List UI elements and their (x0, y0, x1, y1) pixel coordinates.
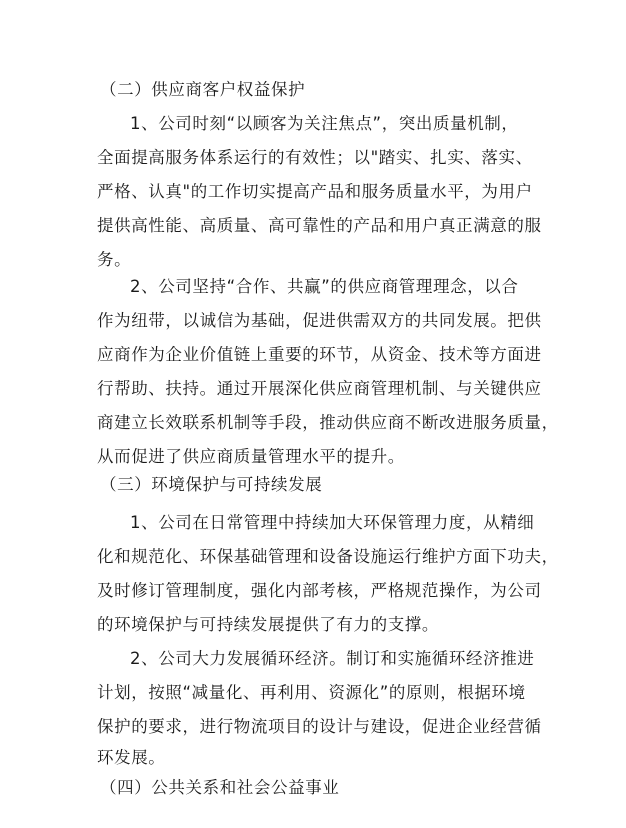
section-heading-supplier-rights: （二）供应商客户权益保护 (100, 80, 306, 99)
paragraph-line: 2、公司坚持“合作、共赢”的供应商管理理念，以合 (130, 277, 519, 296)
paragraph-line: 2、公司大力发展循环经济。制订和实施循环经济推进 (130, 649, 535, 668)
paragraph-line: 作为纽带，以诚信为基础，促进供需双方的共同发展。把供 (97, 311, 542, 330)
paragraph-line: 商建立长效联系机制等手段，推动供应商不断改进服务质量， (97, 413, 559, 432)
paragraph-line: 严格、认真"的工作切实提高产品和服务质量水平，为用户 (97, 182, 533, 201)
paragraph-line: 化和规范化、环保基础管理和设备设施运行维护方面下功夫， (97, 547, 559, 566)
section-heading-public-relations: （四）公共关系和社会公益事业 (100, 778, 340, 797)
paragraph-line: 行帮助、扶持。通过开展深化供应商管理机制、与关键供应 (97, 379, 542, 398)
paragraph-line: 环发展。 (97, 748, 166, 767)
paragraph-line: 保护的要求，进行物流项目的设计与建设，促进企业经营循 (97, 717, 542, 736)
section-heading-environment: （三）环境保护与可持续发展 (100, 475, 323, 494)
paragraph-line: 的环境保护与可持续发展提供了有力的支撑。 (97, 615, 439, 634)
paragraph-line: 从而促进了供应商质量管理水平的提升。 (97, 447, 405, 466)
paragraph-line: 计划，按照“减量化、再利用、资源化”的原则，根据环境 (97, 683, 526, 702)
paragraph-line: 全面提高服务体系运行的有效性；以"踏实、扎实、落实、 (97, 148, 533, 167)
paragraph-line: 务。 (97, 250, 132, 269)
paragraph-line: 1、公司在日常管理中持续加大环保管理力度，从精细 (130, 513, 535, 532)
paragraph-line: 1、公司时刻“以顾客为关注焦点”，突出质量机制， (130, 114, 519, 133)
paragraph-line: 及时修订管理制度，强化内部考核，严格规范操作，为公司 (97, 581, 542, 600)
paragraph-line: 应商作为企业价值链上重要的环节，从资金、技术等方面进 (97, 345, 542, 364)
paragraph-line: 提供高性能、高质量、高可靠性的产品和用户真正满意的服 (97, 216, 542, 235)
